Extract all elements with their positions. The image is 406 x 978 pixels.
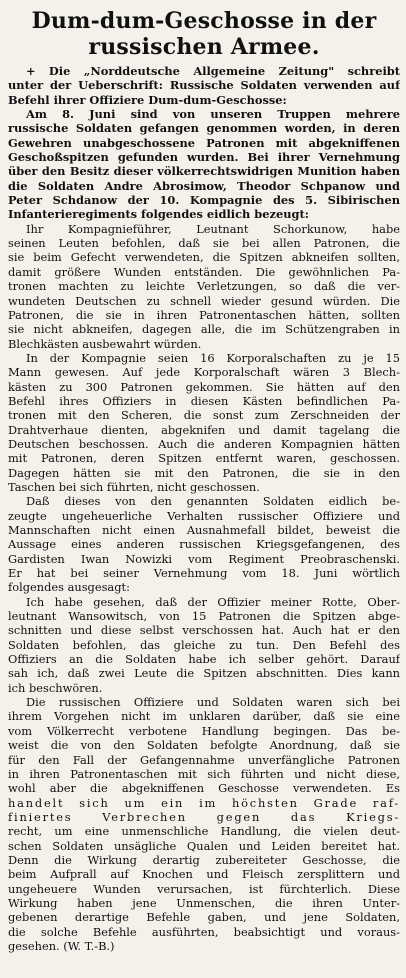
paragraph-line: Aussage eines anderen russischen Kriegsgefangenen, des (8, 537, 400, 552)
paragraph-line: Gewehren unabgeschossene Patronen mit abgekniffenen (8, 135, 400, 150)
paragraph-line: gebenen derartige Befehle gaben, und jene Soldaten, (8, 910, 400, 925)
paragraph-line: Ich habe gesehen, daß der Offizier meiner Rotte, Ober- (26, 594, 400, 609)
paragraph-line: zeugte ungeheuerliche Verhalten russischer Offiziere und (8, 508, 400, 523)
paragraph-line: Dagegen hätten sie mit den Patronen, die sie in den (8, 465, 400, 480)
paragraph-line: recht, um eine unmenschliche Handlung, die vielen deut- (8, 824, 400, 839)
article-paragraph (8, 494, 400, 594)
paragraph-line: Deutschen beschossen. Auch die anderen Kompagnien hätten (8, 436, 400, 451)
paragraph-line: kästen zu 300 Patronen gekommen. Sie hätten auf den (8, 379, 400, 394)
paragraph-line: russische Soldaten gefangen genommen worden, in deren (8, 121, 400, 136)
paragraph-line: Soldaten befohlen, das gleiche zu tun. Den Befehl des (8, 637, 400, 652)
paragraph-line: wohl aber die abgekniffenen Geschosse verwendeten. Es (8, 781, 400, 796)
paragraph-line: Offiziers an die Soldaten habe ich selber gehört. Darauf (8, 652, 400, 667)
paragraph-line: Geschoßspitzen gefunden wurden. Bei ihrer Vernehmung (8, 150, 400, 165)
paragraph-line: weist die von den Soldaten befolgte Anordnung, daß sie (8, 738, 400, 753)
paragraph-line: Drahtverhaue dienten, abgeknifen und damit tagelang die (8, 422, 400, 437)
paragraph-line: Ihr Kompagnieführer, Leutnant Schorkunow, habe (26, 221, 400, 236)
paragraph-line: Wirkung haben jene Unmenschen, die ihren Unter- (8, 895, 400, 910)
paragraph-line: Taschen bei sich führten, nicht geschossen. (8, 479, 260, 494)
paragraph-line: tronen mit den Scheren, die sonst zum Zerschneiden der (8, 408, 400, 423)
paragraph-line: Blechkästen ausbewahrt würden. (8, 336, 202, 351)
paragraph-line: + Die „Norddeutsche Allgemeine Zeitung" schreibt (26, 64, 400, 78)
paragraph-line: ungeheuere Wunden verursachen, ist fürchterlich. Diese (8, 881, 400, 896)
paragraph-line: Peter Schdanow der 10. Kompagnie des 5. Sibirischen (8, 193, 400, 208)
paragraph-line: seinen Leuten befohlen, daß sie bei allen Patronen, die (8, 236, 400, 251)
paragraph-line: tronen machten zu leichte Verletzungen, so daß die ver- (8, 279, 400, 294)
article-paragraph (8, 222, 400, 351)
paragraph-line: ich beschwören. (8, 680, 103, 695)
article-paragraph (8, 64, 400, 107)
article-paragraph (8, 595, 400, 695)
paragraph-line: Am 8. Juni sind von unseren Truppen mehrere (26, 107, 400, 122)
paragraph-line: wundeten Deutschen zu schnell wieder gesund würden. Die (8, 293, 400, 308)
paragraph-line: folgendes ausgesagt: (8, 580, 130, 595)
paragraph-line: für den Fall der Gefangennahme unverfängliche Patronen (8, 752, 400, 767)
paragraph-line: Mannschaften nicht einen Ausnahmefall bildet, beweist die (8, 523, 400, 537)
article-paragraph (8, 695, 400, 953)
paragraph-line: sah ich, daß zwei Leute die Spitzen abschnitten. Dies kann (8, 666, 400, 681)
paragraph-line: handelt sich um ein im höchsten Grade raf- (8, 795, 400, 810)
paragraph-line: Infanterieregiments folgendes eidlich bezeugt: (8, 207, 309, 222)
paragraph-line: finiertes Verbrechen gegen das Kriegs- (8, 809, 400, 824)
paragraph-line: Daß dieses von den genannten Soldaten eidlich be- (26, 494, 400, 509)
paragraph-line: über den Besitz dieser völkerrechtswidrigen Munition haben (8, 164, 400, 179)
paragraph-line: die Soldaten Andre Abrosimow, Theodor Schpanow und (8, 178, 400, 193)
paragraph-line: schen Soldaten unsägliche Qualen und Leiden bereitet hat. (8, 838, 400, 853)
article-paragraph (8, 351, 400, 494)
paragraph-line: Patronen, die sie in ihren Patronentaschen hätten, sollten (8, 307, 400, 322)
paragraph-line: schnitten und diese selbst verschossen hat. Auch hat er den (8, 623, 400, 638)
paragraph-line: damit größere Wunden entständen. Die gewöhnlichen Pa- (8, 264, 400, 279)
paragraph-line: leutnant Wansowitsch, von 15 Patronen die Spitzen abge- (8, 609, 400, 624)
paragraph-line: sie beim Gefecht verwendeten, die Spitzen abkneifen sollten, (8, 250, 400, 265)
paragraph-line: Denn die Wirkung derartig zubereiteter Geschosse, die (8, 852, 400, 867)
paragraph-line: unter der Ueberschrift: Russische Soldaten verwenden auf (8, 78, 400, 93)
paragraph-line: gesehen. (W. T.-B.) (8, 938, 115, 953)
article-body (8, 64, 400, 953)
paragraph-line: beim Aufprall auf Knochen und Fleisch zersplittern und (8, 867, 400, 882)
paragraph-line: Befehl ihrer Offiziere Dum-dum-Geschosse: (8, 92, 287, 107)
paragraph-line: sie nicht abkneifen, dagegen alle, die im Schützengraben in (8, 322, 400, 337)
paragraph-line: in ihren Patronentaschen mit sich führten und nicht diese, (8, 766, 400, 781)
paragraph-line: vom Völkerrecht verbotene Handlung begingen. Das be- (8, 723, 400, 738)
article-paragraph (8, 107, 400, 222)
paragraph-line: Er hat bei seiner Vernehmung vom 18. Juni wörtlich (8, 566, 400, 581)
paragraph-line: In der Kompagnie seien 16 Korporalschaften zu je 15 (26, 350, 400, 365)
article-headline (8, 8, 400, 60)
paragraph-line: ihrem Vorgehen nicht im unklaren darüber, daß sie eine (8, 709, 400, 724)
paragraph-line: Gardisten Iwan Nowizki vom Regiment Preobraschenski. (8, 551, 400, 566)
paragraph-line: mit Patronen, deren Spitzen entfernt waren, geschossen. (8, 451, 400, 466)
paragraph-line: Mann gewesen. Auf jede Korporalschaft wären 3 Blech- (8, 365, 400, 380)
paragraph-line: Die russischen Offiziere und Soldaten waren sich bei (26, 695, 400, 710)
headline-line-2: russischen Armee. (88, 34, 320, 60)
paragraph-line: Befehl ihres Offiziers in diesen Kästen befindlichen Pa- (8, 393, 400, 408)
headline-line-1: Dum-dum-Geschosse in der (31, 8, 377, 34)
paragraph-line: die solche Befehle ausführten, beabsichtigt und voraus- (8, 924, 400, 939)
